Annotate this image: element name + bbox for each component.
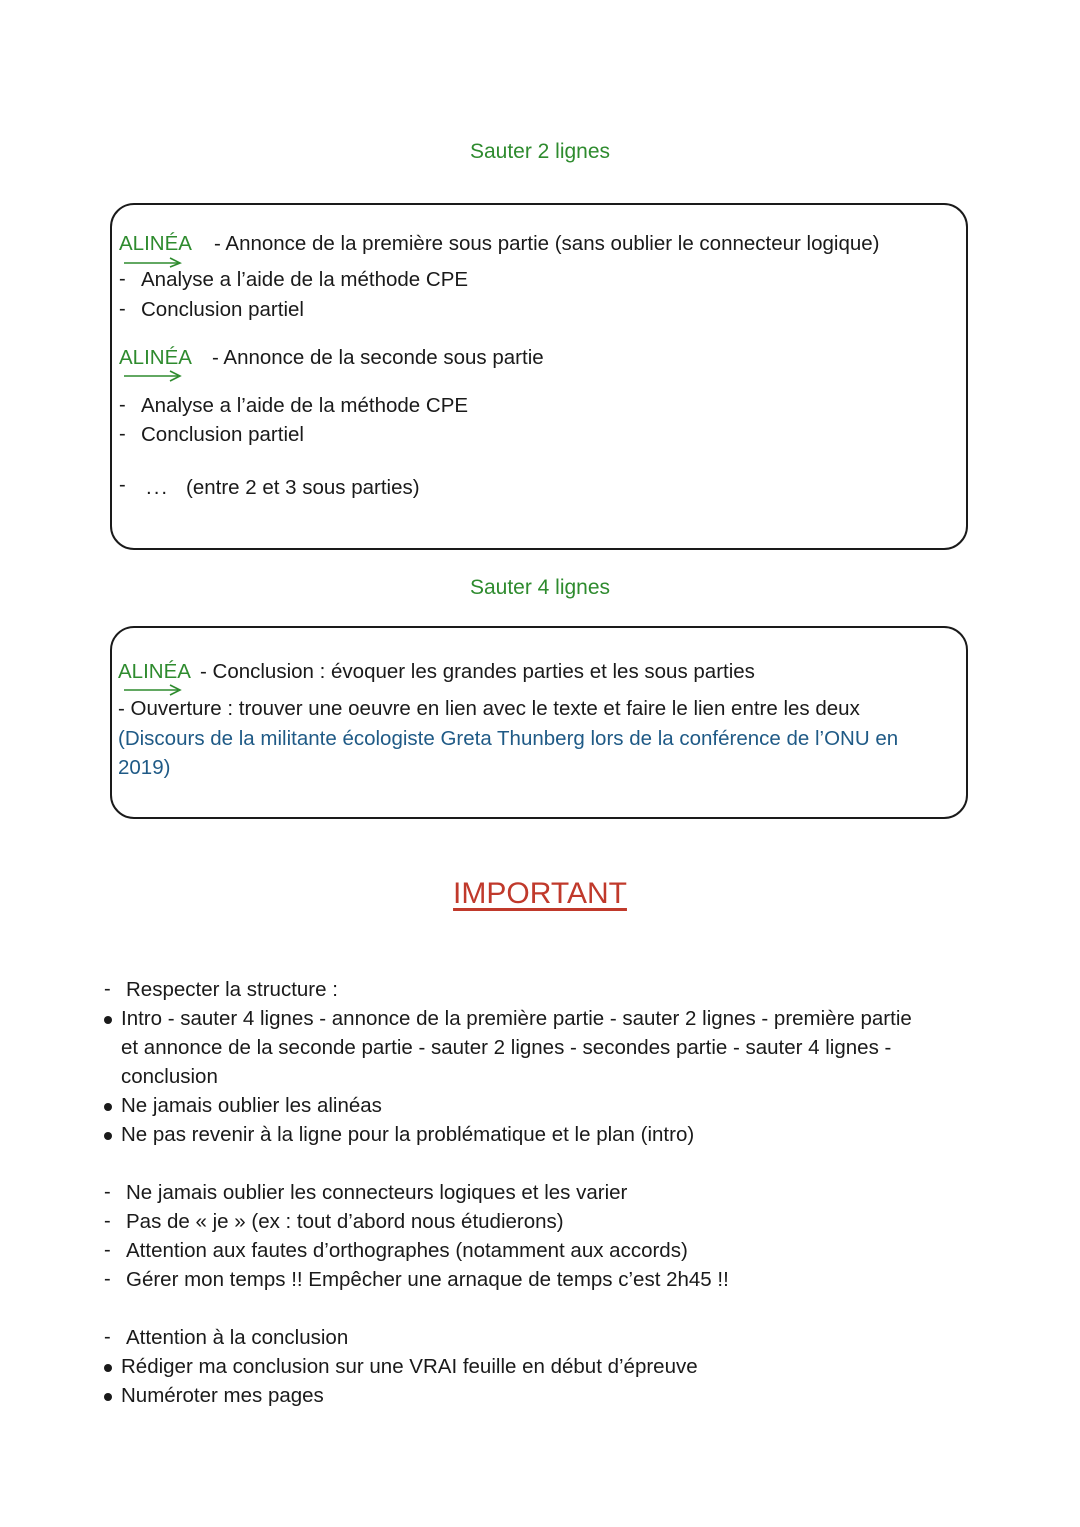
list-item: Analyse a l’aide de la méthode CPE [141, 268, 469, 291]
dash-marker: - [104, 1268, 111, 1290]
bullet-dot [104, 1016, 112, 1024]
alinea-text: - Annonce de la première sous partie (sans oublier le connecteur logique) [214, 232, 880, 255]
list-item: conclusion [121, 1065, 218, 1088]
dash-marker: - [104, 1239, 111, 1261]
dash-marker: - [119, 423, 126, 445]
alinea-label: ALINÉA [119, 232, 192, 255]
example-text: (Discours de la militante écologiste Greta Thunberg lors de la conférence de l’ONU en [118, 727, 899, 750]
list-item: Respecter la structure : [126, 978, 338, 1001]
bullet-dot [104, 1364, 112, 1372]
arrow-icon [124, 370, 184, 382]
alinea-label: ALINÉA [118, 660, 191, 683]
dash-marker: - [119, 268, 126, 290]
heading-skip-two-lines: Sauter 2 lignes [469, 140, 611, 163]
arrow-icon [124, 256, 184, 268]
list-item: Rédiger ma conclusion sur une VRAI feuille en début d’épreuve [121, 1355, 698, 1378]
dash-marker: - [119, 394, 126, 416]
conclusion-box [110, 626, 968, 819]
heading-skip-four-lines: Sauter 4 lignes [469, 576, 611, 599]
ouverture-text: - Ouverture : trouver une oeuvre en lien avec le texte et faire le lien entre les deux [118, 697, 860, 720]
list-item: Numéroter mes pages [121, 1384, 324, 1407]
bullet-dot [104, 1393, 112, 1401]
list-item: Intro - sauter 4 lignes - annonce de la première partie - sauter 2 lignes - première partie [121, 1007, 912, 1030]
dash-marker: - [119, 474, 126, 496]
list-item: Ne pas revenir à la ligne pour la problématique et le plan (intro) [121, 1123, 695, 1146]
list-item: Analyse a l’aide de la méthode CPE [141, 394, 469, 417]
list-item: Ne jamais oublier les alinéas [121, 1094, 382, 1117]
alinea-text: - Annonce de la seconde sous partie [212, 346, 544, 369]
list-item: Conclusion partiel [141, 423, 304, 446]
alinea-label: ALINÉA [119, 346, 192, 369]
arrow-icon [124, 684, 184, 696]
list-item: (entre 2 et 3 sous parties) [186, 476, 420, 499]
list-item: et annonce de la seconde partie - sauter 2 lignes - secondes partie - sauter 4 lignes - [121, 1036, 892, 1059]
dash-marker: - [104, 978, 111, 1000]
list-item: Conclusion partiel [141, 298, 304, 321]
list-item: Attention aux fautes d’orthographes (notamment aux accords) [126, 1239, 688, 1262]
dash-marker: - [119, 298, 126, 320]
dash-marker: - [104, 1326, 111, 1348]
list-item: Pas de « je » (ex : tout d’abord nous étudierons) [126, 1210, 564, 1233]
list-item: Gérer mon temps !! Empêcher une arnaque de temps c’est 2h45 !! [126, 1268, 729, 1291]
bullet-dot [104, 1132, 112, 1140]
list-item: Attention à la conclusion [126, 1326, 349, 1349]
alinea-text: - Conclusion : évoquer les grandes parties et les sous parties [200, 660, 755, 683]
dash-marker: - [104, 1210, 111, 1232]
ellipsis-text: ... [146, 476, 170, 499]
bullet-dot [104, 1103, 112, 1111]
example-text: 2019) [118, 756, 171, 779]
list-item: Ne jamais oublier les connecteurs logiques et les varier [126, 1181, 628, 1204]
important-title: IMPORTANT [453, 877, 627, 910]
dash-marker: - [104, 1181, 111, 1203]
